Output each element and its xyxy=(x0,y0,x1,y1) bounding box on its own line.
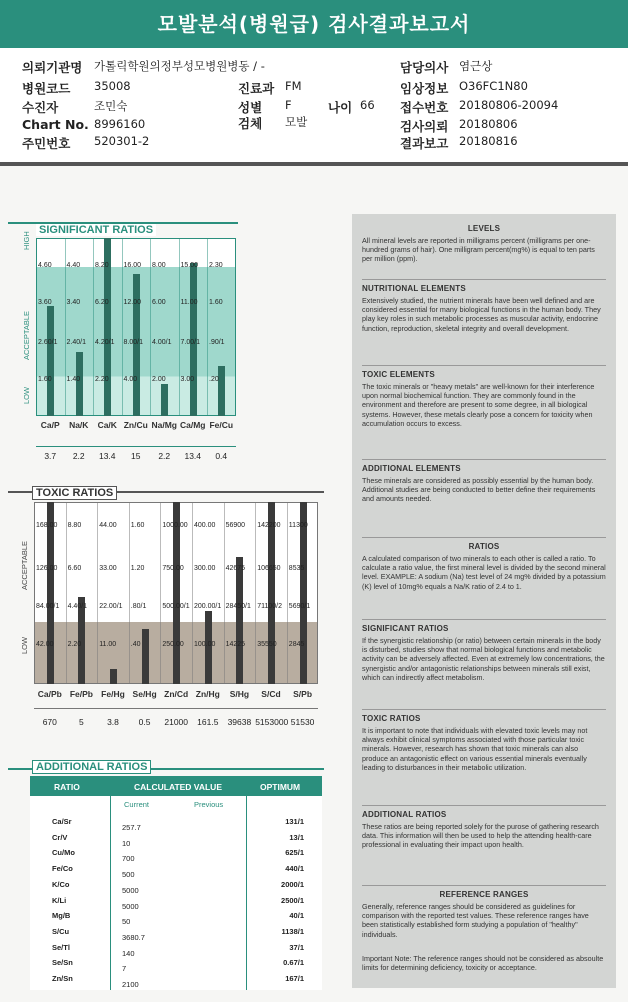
ratio-current: 50 xyxy=(122,917,131,927)
column-value: 51530 xyxy=(290,717,315,727)
ratio-name: Zn/Sn xyxy=(52,974,73,983)
ratio-current: 3680.7 xyxy=(122,932,145,942)
ratio-optimum: 0.67/1 xyxy=(283,958,304,968)
ratio-current: 5000 xyxy=(122,885,139,895)
toxic-ratios-title: TOXIC RATIOS xyxy=(32,486,117,500)
tick-label: .80/1 xyxy=(130,603,147,610)
column-label: Ca/K xyxy=(97,420,117,430)
toxic-bar xyxy=(173,502,180,684)
tick-label: 2.20 xyxy=(67,641,82,648)
tick-label: 300.00 xyxy=(194,565,216,572)
ratio-current: 10 xyxy=(122,838,131,848)
tick-label: 2.20 xyxy=(95,376,109,383)
tick-label: 42.00 xyxy=(36,641,54,648)
column-label: Fe/Pb xyxy=(69,689,93,699)
tick-label: 3.00 xyxy=(180,376,195,383)
report-header xyxy=(0,52,628,160)
tick-label: 4.00/1 xyxy=(152,339,172,346)
ratio-optimum: 167/1 xyxy=(285,974,304,983)
tick-label: 8.00/1 xyxy=(123,339,143,346)
significant-ratios-title: SIGNIFICANT RATIOS xyxy=(36,224,156,236)
info-section-text: These minerals are considered as possibly essential by the human body. Additional studies are being conducted to better define their requirements and amounts needed. xyxy=(362,476,596,504)
label-specimen: 검체 xyxy=(238,116,263,131)
tick-label: 16.00 xyxy=(123,262,142,269)
significant-bar xyxy=(76,352,83,416)
table-row xyxy=(30,971,322,987)
value-receipt-no: 20180806-20094 xyxy=(459,98,559,112)
significant-bar xyxy=(47,306,54,416)
info-section xyxy=(362,954,606,972)
tick-label: 2.60/1 xyxy=(38,339,58,346)
ratio-optimum: 625/1 xyxy=(285,848,304,858)
column-label: Zn/Hg xyxy=(195,689,220,699)
tick-label: 14225 xyxy=(225,641,246,648)
ratio-optimum: 440/1 xyxy=(285,864,304,874)
column-label: Ca/Pb xyxy=(37,689,62,699)
value-report-date: 20180816 xyxy=(459,134,518,148)
value-department: FM xyxy=(285,79,302,93)
info-section-title: TOXIC RATIOS xyxy=(362,714,421,723)
tick-label: 4.40/1 xyxy=(67,603,88,610)
tick-label: 8535 xyxy=(288,565,305,572)
significant-bar xyxy=(161,384,168,416)
column-label: Na/K xyxy=(69,420,89,430)
tick-label: 11.00 xyxy=(180,299,198,306)
ratio-optimum: 40/1 xyxy=(289,911,304,921)
column-label: Zn/Cu xyxy=(123,420,148,430)
column-value: 5153000 xyxy=(255,717,289,727)
ratio-optimum: 2000/1 xyxy=(281,879,304,889)
info-section-title: ADDITIONAL ELEMENTS xyxy=(362,464,461,473)
label-clinical-info: 임상정보 xyxy=(400,81,449,96)
column-value: 2.2 xyxy=(158,451,171,461)
ratio-current: 2100 xyxy=(122,980,139,989)
column-value: 0.4 xyxy=(215,451,228,461)
info-section xyxy=(362,224,606,264)
tick-label: 5690/1 xyxy=(288,603,311,610)
ratio-optimum: 1138/1 xyxy=(281,926,304,936)
axis-label-acceptable: ACCEPTABLE xyxy=(20,540,29,590)
ratio-current: 700 xyxy=(122,854,135,864)
col-calculated: CALCULATED VALUE xyxy=(134,782,222,792)
ratio-name: Cu/Mo xyxy=(52,848,75,858)
column-value: 5 xyxy=(79,717,84,727)
tick-label: 11300 xyxy=(288,522,308,529)
info-section xyxy=(362,284,606,333)
value-specimen: 모발 xyxy=(285,115,308,129)
tick-label: 35550 xyxy=(257,641,277,648)
tick-label: 8.20 xyxy=(95,262,109,269)
column-label: S/Hg xyxy=(229,689,250,699)
tick-label: 1.20 xyxy=(130,565,145,572)
ratio-current: 257.7 xyxy=(122,823,141,832)
column-label: Ca/Mg xyxy=(180,420,206,430)
tick-label: 4.00 xyxy=(123,376,138,383)
label-request-date: 검사의뢰 xyxy=(400,119,449,134)
tick-label: 11.00 xyxy=(99,641,117,648)
tick-label: 44.00 xyxy=(99,522,117,529)
info-section-title: TOXIC ELEMENTS xyxy=(362,370,435,379)
tick-label: 100.00 xyxy=(194,641,216,648)
column-value: 15 xyxy=(131,451,141,461)
tick-label: 1.60 xyxy=(209,299,223,306)
table-row xyxy=(30,908,322,927)
table-row xyxy=(30,861,322,880)
tick-label: 22.00/1 xyxy=(99,603,123,610)
ratio-current: 7 xyxy=(122,964,127,974)
tick-label: 250.00 xyxy=(162,641,184,648)
tick-label: 500.00/1 xyxy=(162,603,190,610)
ratio-name: Fe/Co xyxy=(52,864,73,874)
tick-label: 56900 xyxy=(225,522,246,529)
info-section xyxy=(362,810,606,850)
value-patient: 조민숙 xyxy=(94,99,128,113)
value-chart-no: 8996160 xyxy=(94,117,146,131)
tick-label: 71100/2 xyxy=(257,603,282,610)
ratio-name: S/Cu xyxy=(52,926,70,936)
significant-bar xyxy=(218,366,225,416)
tick-label: 400.00 xyxy=(194,522,216,529)
label-receipt-no: 접수번호 xyxy=(400,100,449,115)
tick-label: 8.00 xyxy=(152,262,166,269)
toxic-bar xyxy=(47,502,54,684)
col-ratio: RATIO xyxy=(54,782,80,792)
label-sex: 성별 xyxy=(238,100,263,115)
label-resident-no: 주민번호 xyxy=(22,136,71,151)
tick-label: 3.60 xyxy=(38,299,52,306)
tick-label: 126.00 xyxy=(36,565,58,572)
tick-label: 42675 xyxy=(225,565,246,572)
info-section-title: RATIOS xyxy=(468,542,500,551)
info-section-title: LEVELS xyxy=(467,224,501,233)
ratio-optimum: 37/1 xyxy=(289,942,304,952)
tick-label: 33.00 xyxy=(99,565,117,572)
tick-label: 28450/1 xyxy=(225,603,251,610)
tick-label: 106650 xyxy=(257,565,281,572)
label-department: 진료과 xyxy=(238,81,275,96)
info-section-text: Important Note: The reference ranges should not be considered as absoulte limits for determining deficiency, toxicity or acceptance. xyxy=(362,954,604,973)
ratio-name: Mg/B xyxy=(52,911,71,921)
tick-label: 6.20 xyxy=(95,299,109,306)
toxic-bar xyxy=(300,502,307,684)
label-report-date: 결과보고 xyxy=(400,136,449,151)
column-label: Se/Hg xyxy=(132,689,157,699)
table-row xyxy=(30,940,322,956)
ratio-name: Se/Sn xyxy=(52,958,73,968)
tick-label: .40 xyxy=(130,641,141,648)
toxic-bar xyxy=(110,669,117,684)
report-title: 모발분석(병원급) 검사결과보고서 xyxy=(0,0,628,48)
additional-ratios-title: ADDITIONAL RATIOS xyxy=(32,760,151,774)
info-section-text: It is important to note that individuals with elevated toxic levels may not always exhibit clinical symptoms associated with those particular toxic minerals. However, research has shown that toxic minerals can also produce an antagonistic effect on various essential minerals eventually leading to disturbances in their metabolic utilization. xyxy=(362,726,588,772)
info-section-text: Extensively studied, the nutrient minerals have been well defined and are considered essential for many biological functions in the human body. They play key roles in such metabolic processes as muscular activity, endocrine function, reproduction, skeletal integrity and overall development. xyxy=(362,296,601,333)
table-header xyxy=(30,776,322,796)
value-clinical-info: O36FC1N80 xyxy=(459,79,528,93)
axis-label-high: HIGH xyxy=(22,231,31,250)
tick-label: 750.00 xyxy=(162,565,184,572)
tick-label: 4.60 xyxy=(38,262,52,269)
column-value: 13.4 xyxy=(98,451,116,461)
column-label: S/Pb xyxy=(293,689,313,699)
value-doctor: 염근상 xyxy=(459,59,493,73)
col-previous: Previous xyxy=(194,800,224,809)
ratio-optimum: 2500/1 xyxy=(281,895,304,905)
info-section xyxy=(362,714,606,772)
table-row xyxy=(30,893,322,909)
info-section-text: If the synergistic relationship (or ratio) between certain minerals in the body is disturbed, studies show that normal biological functions and metabolic activity can be adversely affected. Even at extremely low concentrations, the synergistic and/or antagonistic relationships between minerals still exist, which can indirectly affect metabolism. xyxy=(362,636,605,682)
label-age: 나이 xyxy=(328,100,353,115)
tick-label: 142200 xyxy=(257,522,281,529)
tick-label: 4.40 xyxy=(66,262,81,269)
value-request-date: 20180806 xyxy=(459,117,518,131)
info-section xyxy=(362,890,606,939)
column-value: 3.8 xyxy=(107,717,119,727)
tick-label: 1000.00 xyxy=(162,522,188,529)
ratio-name: Cr/V xyxy=(52,832,68,842)
info-section-title: SIGNIFICANT RATIOS xyxy=(362,624,449,633)
value-hospital-code: 35008 xyxy=(94,79,131,93)
tick-label: 2.30 xyxy=(209,262,223,269)
tick-label: 4.20/1 xyxy=(95,339,115,346)
axis-label-low: LOW xyxy=(22,386,31,404)
label-doctor: 담당의사 xyxy=(400,60,449,75)
info-section xyxy=(362,542,606,591)
table-row xyxy=(30,814,322,830)
tick-label: 7.00/1 xyxy=(180,339,200,346)
ratio-name: K/Co xyxy=(52,879,70,889)
tick-label: 6.00 xyxy=(152,299,166,306)
value-resident-no: 520301-2 xyxy=(94,134,150,148)
tick-label: 15.00 xyxy=(180,262,199,269)
ratio-name: K/Li xyxy=(52,895,67,905)
info-column xyxy=(352,214,616,988)
axis-label-acceptable: ACCEPTABLE xyxy=(22,310,31,360)
label-patient: 수진자 xyxy=(22,100,59,115)
info-section-text: All mineral levels are reported in milligrams percent (milligrams per one-hundred grams of hair). One milligram percent(mg%) is equal to ten parts per million (ppm). xyxy=(362,236,595,264)
info-section-title: REFERENCE RANGES xyxy=(439,890,529,899)
tick-label: 8.80 xyxy=(67,522,82,529)
info-section-title: NUTRITIONAL ELEMENTS xyxy=(362,284,466,293)
column-label: Na/Mg xyxy=(151,420,177,430)
info-section-text: These ratios are being reported solely for the purose of gathering research data. This information will then be used to help the attending health-care professional in evaluating their impact upon health. xyxy=(362,822,599,850)
column-value: 39638 xyxy=(227,717,252,727)
col-optimum: OPTIMUM xyxy=(260,782,301,792)
axis-label-low: LOW xyxy=(20,636,29,654)
toxic-bar xyxy=(142,629,149,684)
ratio-current: 500 xyxy=(122,870,135,880)
column-value: 0.5 xyxy=(138,717,151,727)
tick-label: 6.60 xyxy=(67,565,82,572)
label-chart-no: Chart No. xyxy=(22,117,89,132)
info-section xyxy=(362,464,606,504)
ratio-name: Se/Tl xyxy=(52,942,70,952)
ratio-current: 5000 xyxy=(122,901,139,911)
column-label: Ca/P xyxy=(40,420,60,430)
table-row xyxy=(30,924,322,940)
value-age: 66 xyxy=(360,98,375,112)
column-value: 3.7 xyxy=(44,451,57,461)
tick-label: 3.40 xyxy=(66,299,81,306)
value-sex: F xyxy=(285,98,292,112)
tick-label: 1.60 xyxy=(130,522,145,529)
col-current: Current xyxy=(124,800,150,809)
info-section xyxy=(362,624,606,682)
info-section-title: ADDITIONAL RATIOS xyxy=(362,810,447,819)
tick-label: 12.00 xyxy=(123,299,142,306)
column-label: Fe/Hg xyxy=(101,689,125,699)
tick-label: 2845 xyxy=(288,641,305,648)
ratio-optimum: 13/1 xyxy=(289,832,304,842)
tick-label: 2.40/1 xyxy=(66,339,86,346)
tick-label: 84.00/1 xyxy=(36,603,60,610)
column-label: Fe/Cu xyxy=(209,420,234,430)
value-institution: 가톨릭학원의정부성모병원병동 / - xyxy=(94,59,265,73)
column-value: 161.5 xyxy=(197,717,219,727)
info-section-text: Generally, reference ranges should be considered as guidelines for comparison with the reported test values. These reference ranges have been statistically established form studying a population of "healthy" individuals. xyxy=(362,902,589,939)
column-value: 21000 xyxy=(164,717,188,727)
tick-label: 1.60 xyxy=(38,376,52,383)
column-value: 2.2 xyxy=(72,451,85,461)
table-row xyxy=(30,877,322,893)
tick-label: 168.00 xyxy=(36,522,58,529)
table-row xyxy=(30,955,322,974)
tick-label: .90/1 xyxy=(209,339,225,346)
column-label: Zn/Cd xyxy=(164,689,189,699)
table-row xyxy=(30,830,322,846)
column-label: S/Cd xyxy=(261,689,281,699)
tick-label: .20 xyxy=(209,376,219,383)
label-institution: 의뢰기관명 xyxy=(22,60,83,75)
tick-label: 1.40 xyxy=(66,376,81,383)
tick-label: 2.00 xyxy=(152,376,166,383)
toxic-bar xyxy=(268,502,275,684)
tick-label: 200.00/1 xyxy=(194,603,222,610)
column-value: 670 xyxy=(42,717,57,727)
table-row xyxy=(30,845,322,864)
ratio-name: Ca/Sr xyxy=(52,817,72,826)
info-section-text: The toxic minerals or "heavy metals" are well-known for their interference upon normal biochemical function. They are commonly found in the environment and therefore are present to some degree, in all biological systems. However, these metals clearly pose a concern for toxicity when accumulation occurs to excess. xyxy=(362,382,595,428)
info-section xyxy=(362,370,606,428)
toxic-bar xyxy=(236,557,243,684)
additional-ratios-table xyxy=(30,776,322,990)
label-hospital-code: 병원코드 xyxy=(22,81,71,96)
ratio-current: 140 xyxy=(122,948,135,958)
info-section-text: A calculated comparison of two minerals to each other is called a ratio. To calculate a ratio value, the first mineral level is divided by the second mineral level. EXAMPLE: A sodium (Na) test level of 24 mg% divided by a potassium (K) level of 10mg% equals a Na/K ratio of 2.4 to 1. xyxy=(362,554,606,591)
column-value: 13.4 xyxy=(184,451,202,461)
ratio-optimum: 131/1 xyxy=(285,817,304,826)
